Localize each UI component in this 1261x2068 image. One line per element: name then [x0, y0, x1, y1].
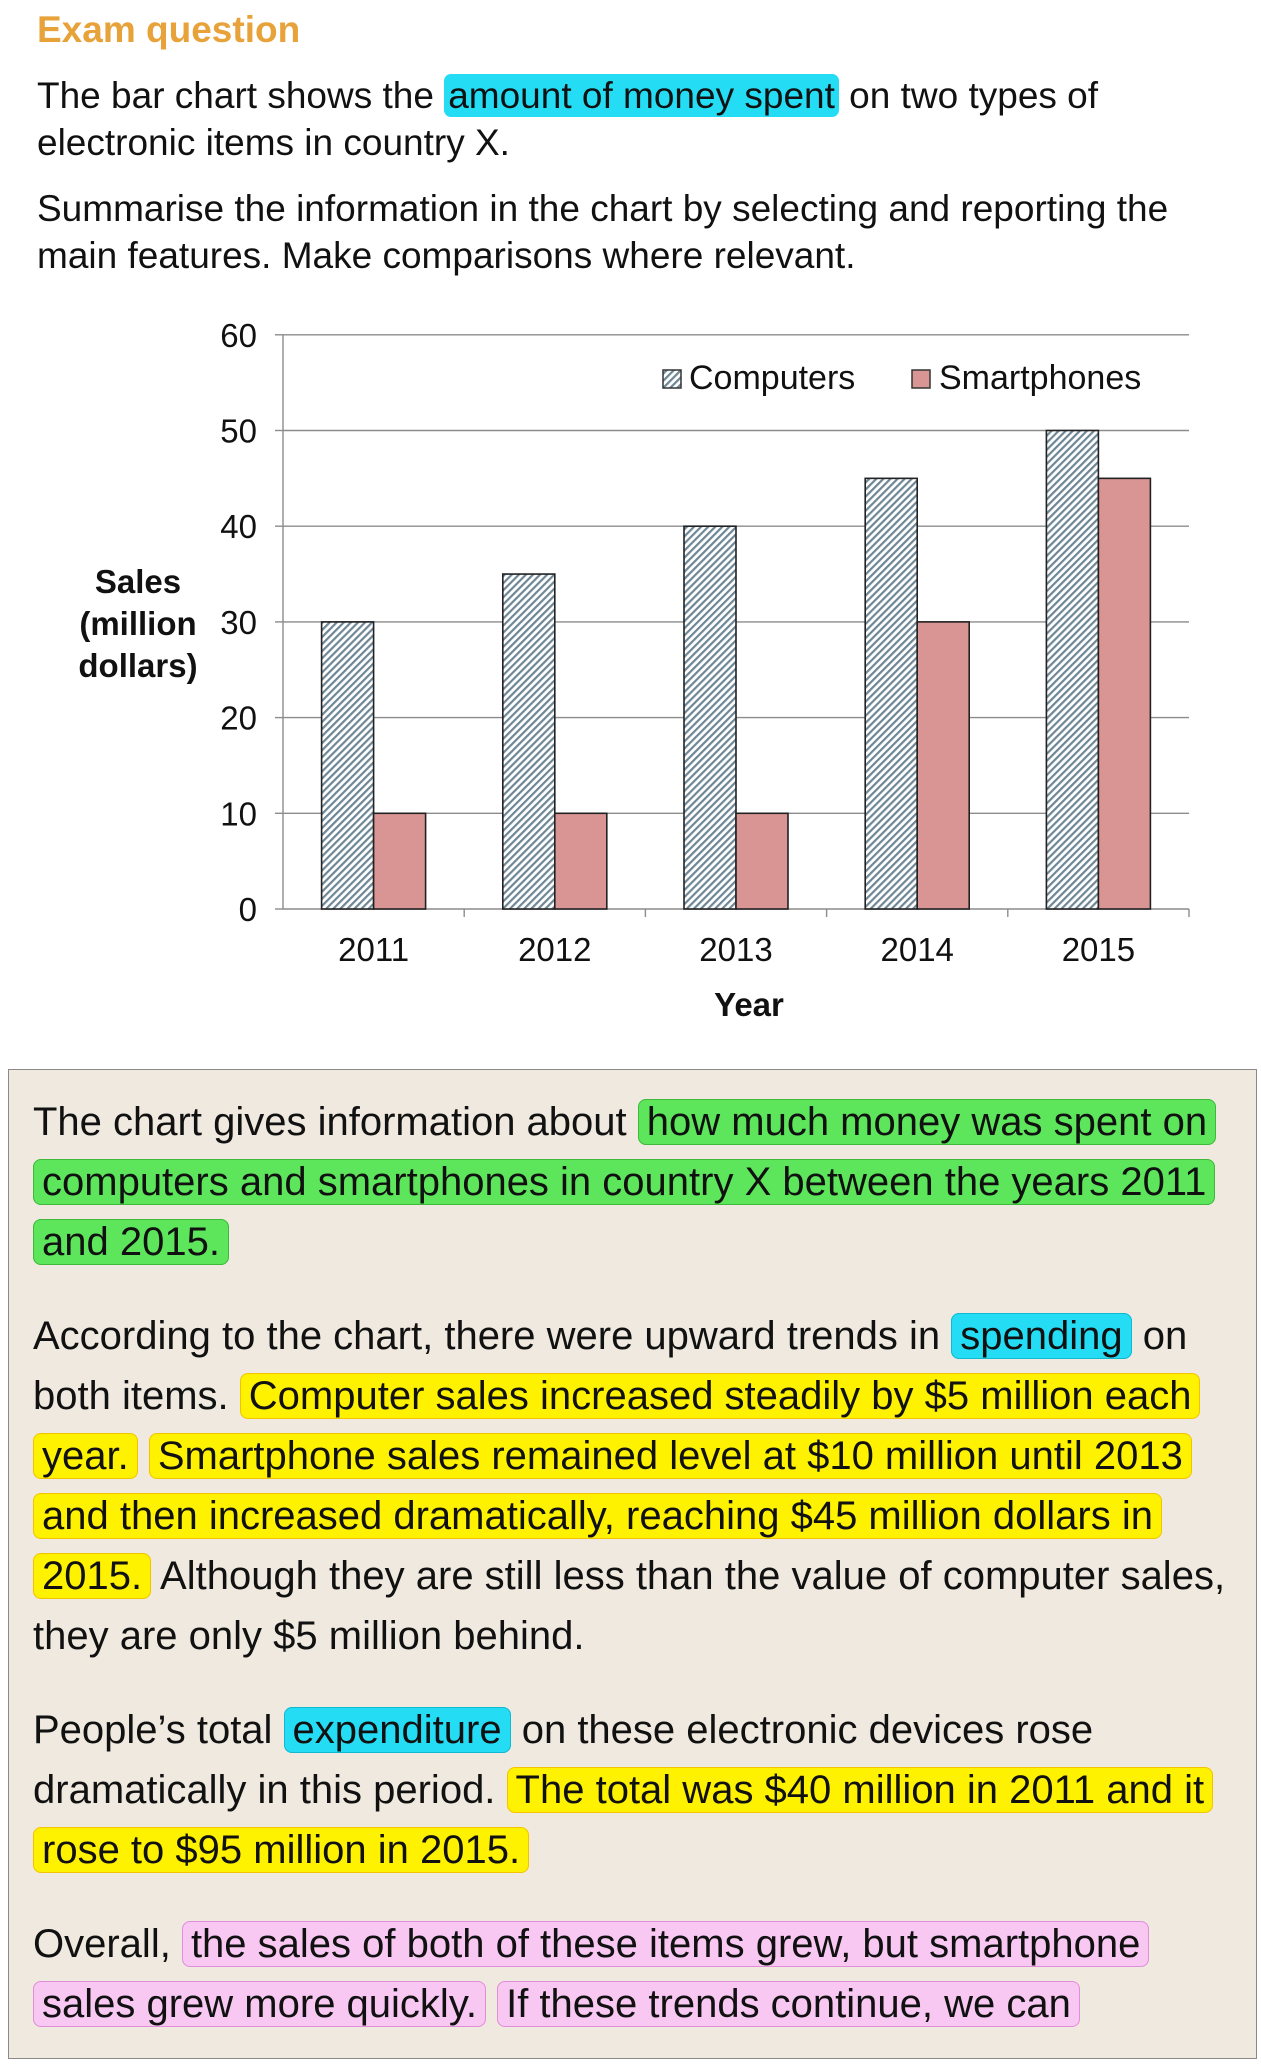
answer-text: The chart gives information about: [33, 1100, 638, 1144]
answer-paragraph-3: [33, 1700, 1243, 1880]
highlight-green: how much money was spent on computers and smartphones in country X between the years 2011 and 2015.: [33, 1099, 1216, 1265]
bar-computers-2012: [503, 574, 555, 909]
highlight-amount-of-money-spent: amount of money spent: [444, 74, 839, 117]
y-tick-label: 60: [220, 316, 257, 354]
y-tick-label: 50: [220, 412, 257, 450]
y-axis-ticks: [220, 317, 257, 928]
y-axis-label: [78, 563, 197, 684]
bar-computers-2013: [684, 526, 736, 909]
highlight-cyan: spending: [951, 1313, 1131, 1359]
answer-text: People’s total: [33, 1708, 284, 1752]
model-answer-box: [8, 1069, 1257, 2059]
answer-paragraph-2: [33, 1306, 1243, 1666]
y-axis-label-line-3: dollars): [78, 647, 198, 684]
question-text-before: The bar chart shows the: [37, 75, 445, 116]
bar-smartphones-2013: [736, 813, 788, 909]
highlight-yellow: Smartphone sales remained level at $10 million until 2013 and then increased dramatically, reaching $45 million dollars in 2015.: [33, 1433, 1192, 1599]
y-tick-label: 40: [220, 508, 257, 546]
highlight-yellow: Computer sales increased steadily by $5 million each year.: [33, 1373, 1200, 1479]
answer-text: on these electronic devices rose dramatically in this period.: [33, 1708, 1094, 1812]
bar-chart: [0, 300, 1261, 1060]
bar-smartphones-2012: [555, 813, 607, 909]
y-tick-label: 10: [220, 795, 257, 833]
bars: [322, 431, 1151, 910]
x-tick-label: 2014: [880, 931, 954, 968]
exam-question-heading: Exam question: [37, 9, 301, 50]
highlight-pink: If these trends continue, we can: [497, 1981, 1080, 2027]
question-text-after: on two types of electronic items in country X.: [37, 75, 1099, 163]
answer-text: Although they are still less than the value of computer sales, they are only $5 million behind.: [33, 1554, 1226, 1658]
answer-paragraph-1: [33, 1092, 1243, 1272]
y-tick-label: 30: [220, 603, 257, 641]
y-axis-label-line-2: (million: [79, 605, 197, 642]
bar-smartphones-2014: [917, 622, 969, 909]
x-axis-label: Year: [714, 986, 784, 1023]
answer-text: [486, 1982, 497, 2026]
x-tick-label: 2012: [518, 931, 592, 968]
legend-swatch-smartphones: [912, 370, 930, 388]
highlight-cyan: expenditure: [284, 1707, 511, 1753]
x-axis-ticks: [338, 909, 1189, 968]
bar-computers-2014: [865, 478, 917, 909]
legend-swatch-computers: [663, 370, 681, 388]
bar-smartphones-2015: [1098, 478, 1150, 909]
bar-smartphones-2011: [374, 813, 426, 909]
chart-legend: [663, 359, 1141, 397]
x-tick-label: 2011: [338, 931, 410, 968]
y-tick-label: 20: [220, 699, 257, 737]
highlight-pink: the sales of both of these items grew, but smartphone sales grew more quickly.: [33, 1921, 1149, 2027]
answer-text: on both items.: [33, 1314, 1188, 1418]
model-answer: [33, 1092, 1243, 2068]
highlight-yellow: The total was $40 million in 2011 and it rose to $95 million in 2015.: [33, 1767, 1213, 1873]
legend-label-smartphones: Smartphones: [939, 359, 1142, 397]
answer-text: [138, 1434, 149, 1478]
y-axis-label-line-1: Sales: [94, 563, 182, 600]
bar-computers-2015: [1046, 431, 1098, 910]
x-tick-label: 2015: [1061, 931, 1136, 968]
question-paragraph-2: Summarise the information in the chart by selecting and reporting the main features. Make comparisons where relevant.: [37, 188, 1169, 276]
y-tick-label: 0: [238, 891, 257, 928]
question-paragraph-1: [37, 72, 1237, 166]
answer-text: According to the chart, there were upward trends in: [33, 1314, 952, 1358]
answer-paragraph-4: [33, 1914, 1243, 2034]
question-text: [37, 72, 1237, 298]
answer-text: Overall,: [33, 1922, 182, 1966]
x-tick-label: 2013: [699, 931, 773, 968]
bar-computers-2011: [322, 622, 374, 909]
legend-label-computers: Computers: [689, 359, 856, 397]
